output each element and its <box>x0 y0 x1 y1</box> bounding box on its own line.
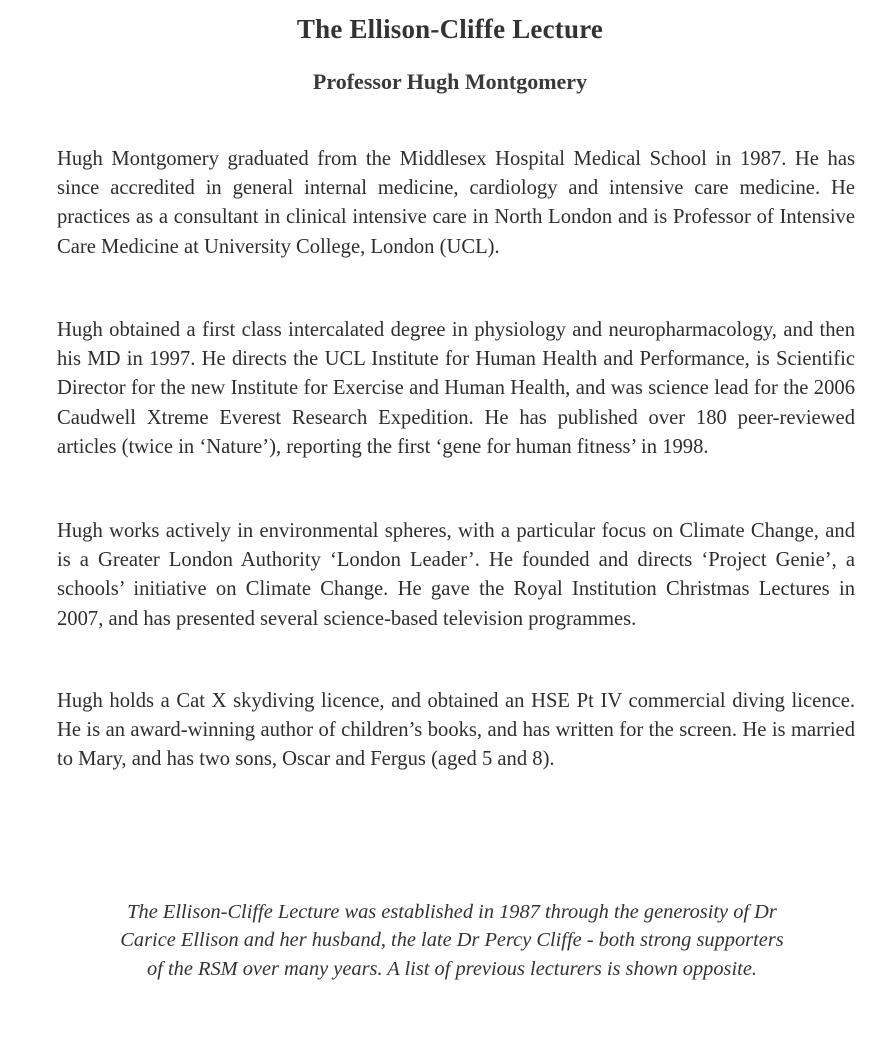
document-subtitle: Professor Hugh Montgomery <box>312 69 588 94</box>
document-title: The Ellison-Cliffe Lecture <box>296 14 604 44</box>
paragraph-personal: Hugh holds a Cat X skydiving licence, and obtained an HSE Pt IV commercial diving licence. He is an award-winning author of children’s books, and has written for the screen. He is married to Mary, and has two sons, Oscar and Fergus (aged 5 and 8). <box>57 690 855 771</box>
lecture-footnote: The Ellison-Cliffe Lecture was established in 1987 through the generosity of Dr Carice Ellison and her husband, the late Dr Percy Cliffe - both strong supporters of the RSM over many years. A list of previous lecturers is shown opposite. <box>120 901 784 980</box>
paragraph-education: Hugh Montgomery graduated from the Middlesex Hospital Medical School in 1987. He has since accredited in general internal medicine, cardiology and intensive care medicine. He practices as a consultant in clinical intensive care in North London and is Professor of Intensive Care Medicine at University College, London (UCL). <box>57 148 855 258</box>
paragraph-research: Hugh obtained a first class intercalated degree in physiology and neuropharmacology, and then his MD in 1997. He directs the UCL Institute for Human Health and Performance, is Scientific Director for the new Institute for Exercise and Human Health, and was science lead for the 2006 Caudwell Xtreme Everest Research Expedition. He has published over 180 peer-reviewed articles (twice in ‘Nature’), reporting the first ‘gene for human fitness’ in 1998. <box>57 319 855 458</box>
paragraph-environment: Hugh works actively in environmental spheres, with a particular focus on Climate Change, and is a Greater London Authority ‘London Leader’. He founded and directs ‘Project Genie’, a schools’ initiative on Climate Change. He gave the Royal Institution Christmas Lectures in 2007, and has presented several science-based television programmes. <box>57 520 855 630</box>
